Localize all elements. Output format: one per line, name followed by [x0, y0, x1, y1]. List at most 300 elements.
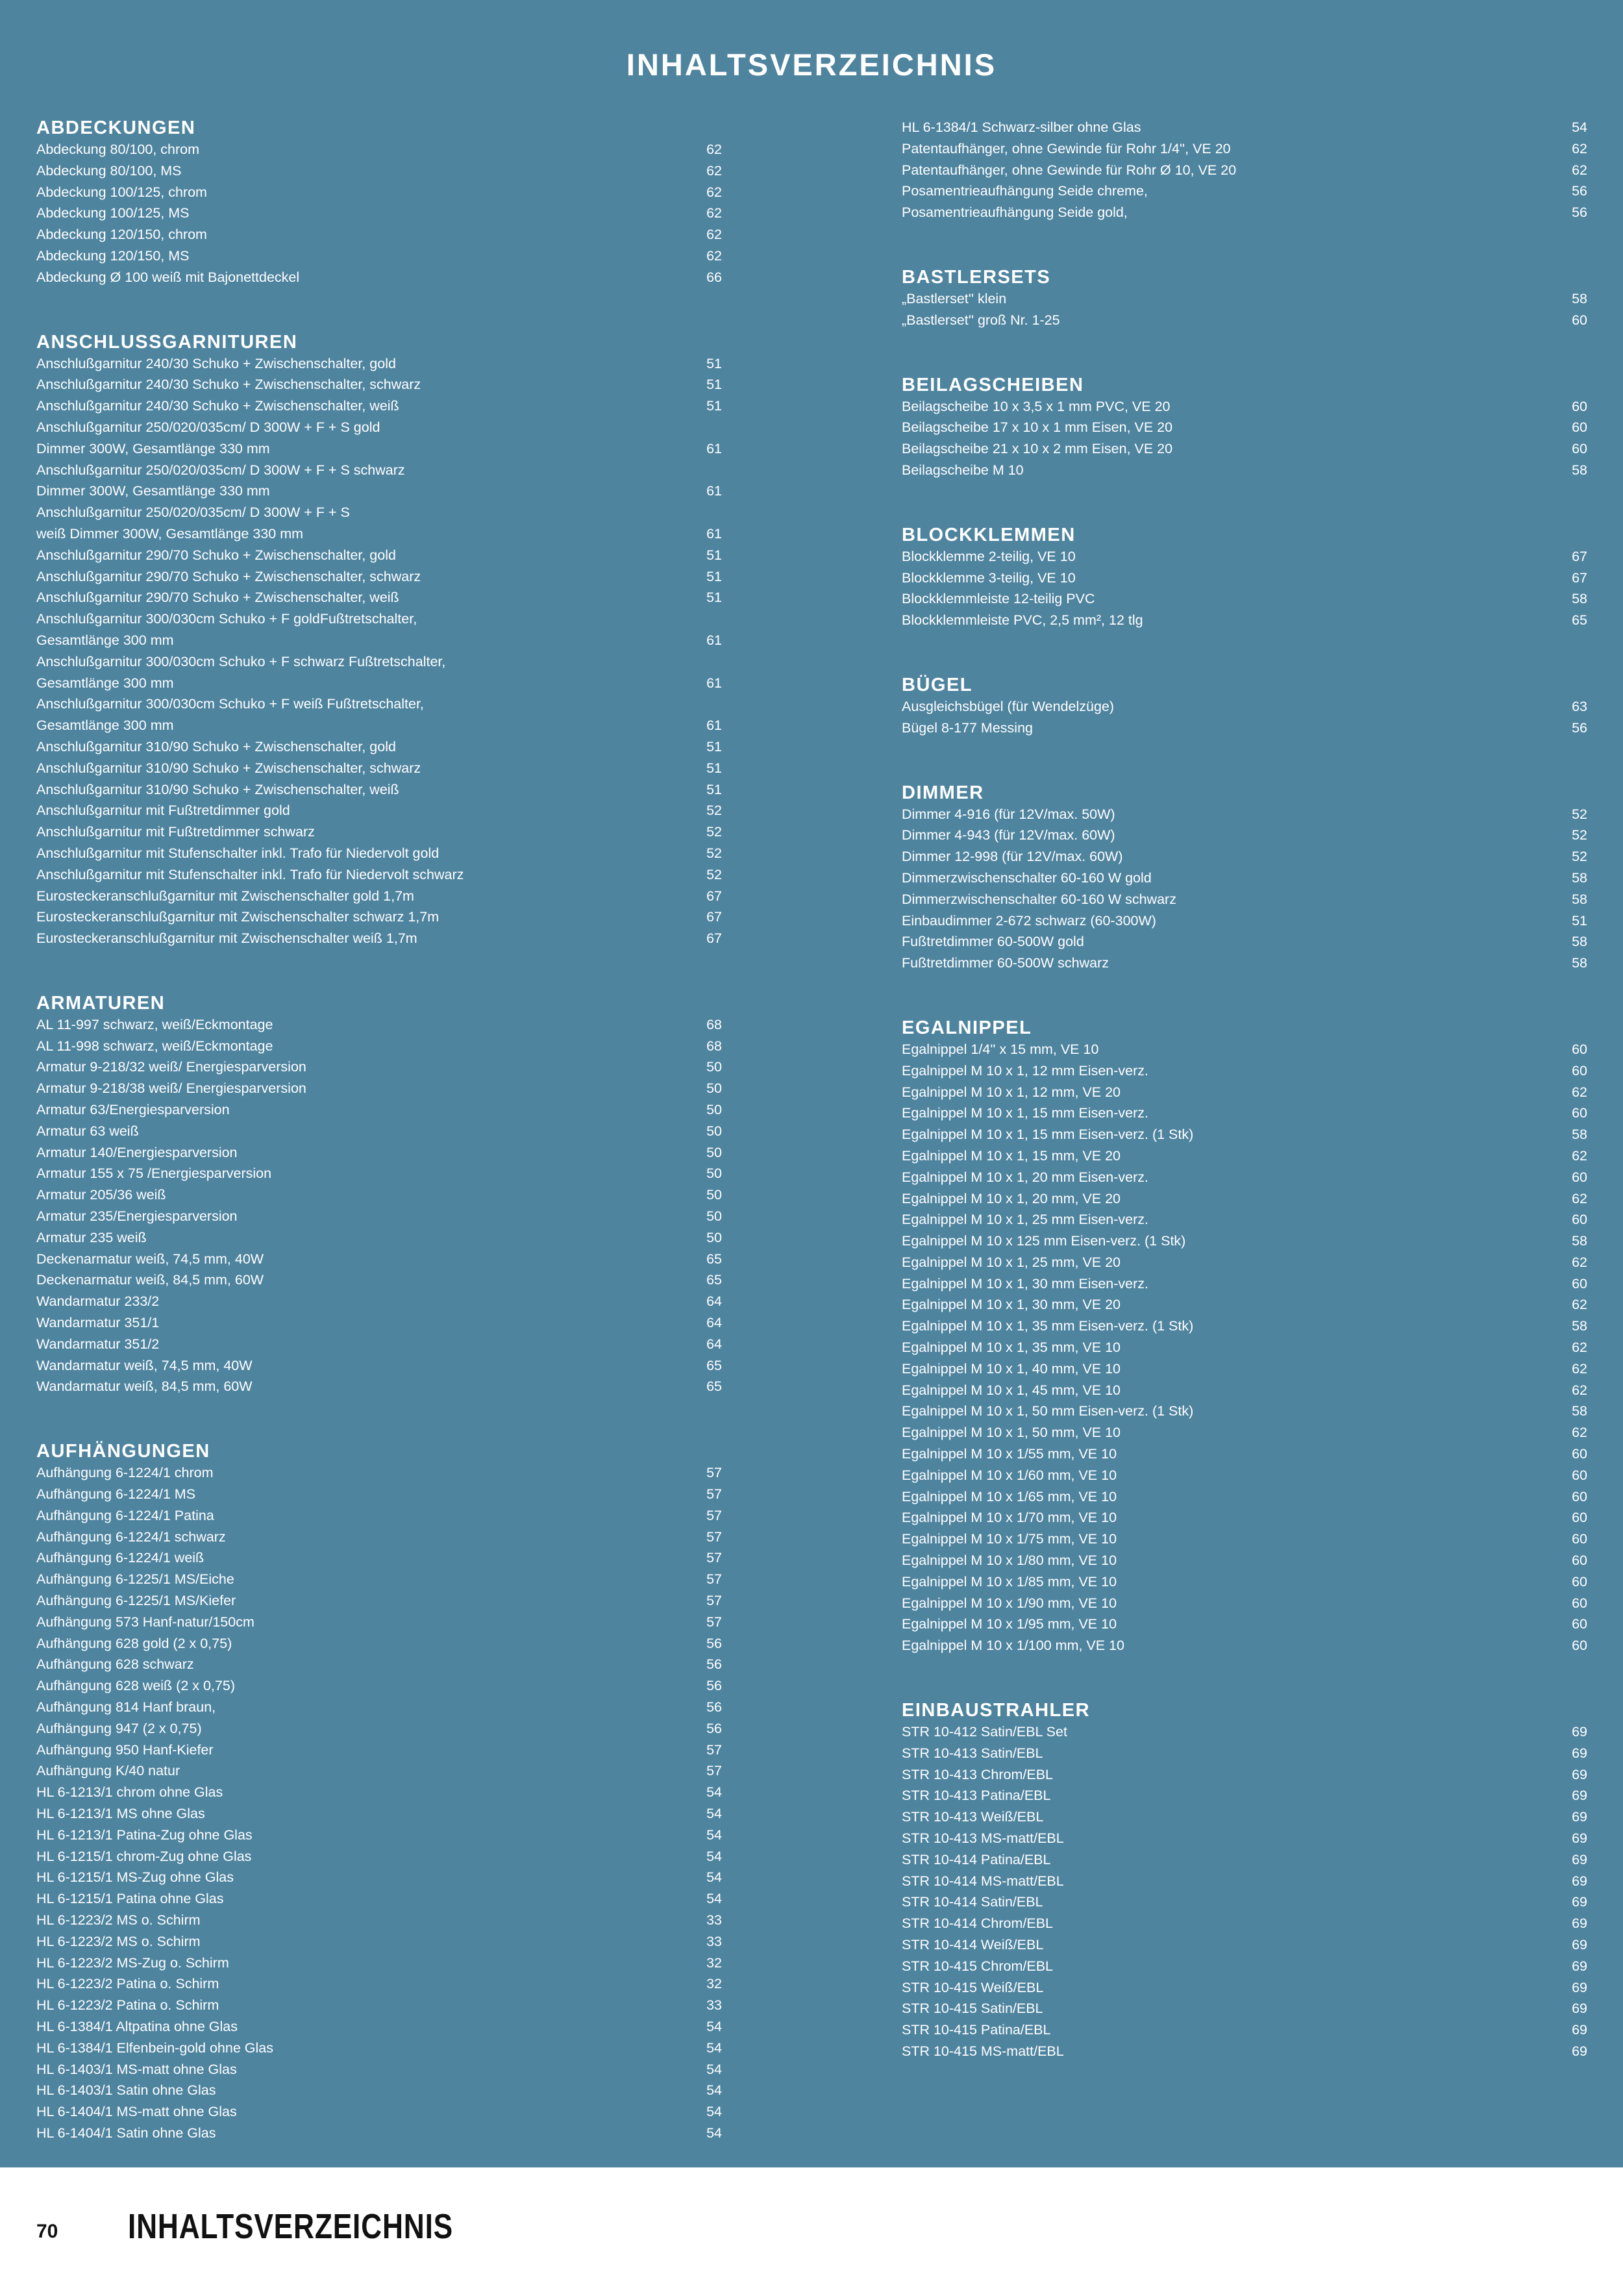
entry-title: Aufhängung 628 gold (2 x 0,75) — [36, 1635, 232, 1651]
entry-title: Egalnippel M 10 x 1, 15 mm Eisen-verz. (1 Stk) — [902, 1127, 1194, 1143]
entry-title: HL 6-1403/1 Satin ohne Glas — [36, 2082, 216, 2099]
index-section — [36, 117, 722, 288]
index-column-right — [902, 117, 1587, 2105]
entry-title: Egalnippel M 10 x 1, 35 mm, VE 10 — [902, 1340, 1121, 1356]
entry-title: Egalnippel M 10 x 1/70 mm, VE 10 — [902, 1510, 1117, 1526]
page-footer — [0, 2167, 1623, 2296]
entry-title: Egalnippel M 10 x 1, 15 mm, VE 20 — [902, 1147, 1121, 1164]
entry-title: Egalnippel M 10 x 1/95 mm, VE 10 — [902, 1616, 1117, 1632]
index-section — [36, 992, 722, 1397]
entry-title: STR 10-415 Chrom/EBL — [902, 1958, 1054, 1974]
entry-page: 51 — [706, 738, 722, 755]
entry-page: 62 — [1572, 1147, 1587, 1164]
index-entry — [902, 1871, 1587, 1892]
entry-page: 60 — [1572, 1062, 1587, 1079]
entry-page: 60 — [1572, 419, 1587, 436]
entry-title: HL 6-1223/2 MS o. Schirm — [36, 1933, 201, 1949]
entry-title: STR 10-413 Satin/EBL — [902, 1745, 1043, 1761]
index-entry — [36, 800, 722, 821]
entry-page: 62 — [706, 247, 722, 264]
index-entry — [36, 1142, 722, 1164]
entry-title: AL 11-998 schwarz, weiß/Eckmontage — [36, 1038, 273, 1054]
entry-page: 60 — [1572, 398, 1587, 414]
index-entry — [902, 1422, 1587, 1443]
entry-title: Anschlußgarnitur 310/90 Schuko + Zwischenschalter, gold — [36, 738, 396, 755]
index-entry — [36, 1697, 722, 1718]
entry-page: 52 — [706, 824, 722, 840]
entry-page: 52 — [1572, 806, 1587, 822]
index-entry — [36, 608, 722, 630]
index-entry — [902, 2041, 1587, 2062]
entry-page: 68 — [706, 1038, 722, 1054]
index-entry — [36, 1740, 722, 1761]
entry-page: 69 — [1572, 1873, 1587, 1889]
index-entry — [902, 1465, 1587, 1486]
entry-page: 56 — [706, 1656, 722, 1673]
entry-title: Aufhängung 6-1224/1 MS — [36, 1486, 196, 1503]
index-section — [902, 266, 1587, 331]
entry-page: 63 — [1572, 698, 1587, 714]
entry-page: 67 — [1572, 548, 1587, 564]
index-entry — [36, 502, 722, 523]
index-entry — [36, 1888, 722, 1910]
entry-title: Dimmer 300W, Gesamtlänge 330 mm — [36, 483, 270, 499]
entry-title: STR 10-413 Patina/EBL — [902, 1788, 1051, 1804]
index-entry — [902, 1828, 1587, 1849]
index-entry — [36, 566, 722, 588]
entry-title: Aufhängung 6-1224/1 chrom — [36, 1465, 214, 1481]
entry-page: 54 — [706, 1805, 722, 1821]
index-entry — [36, 779, 722, 801]
entry-page: 58 — [1572, 1233, 1587, 1249]
index-entry — [902, 568, 1587, 589]
entry-title: Dimmerzwischenschalter 60-160 W schwarz — [902, 891, 1176, 907]
entry-page: 58 — [1572, 1318, 1587, 1334]
entry-page: 56 — [706, 1699, 722, 1715]
index-entry — [36, 843, 722, 864]
index-entry — [36, 1121, 722, 1142]
entry-title: STR 10-414 Weiß/EBL — [902, 1937, 1044, 1953]
entry-title: Abdeckung 80/100, MS — [36, 162, 182, 179]
entry-title: HL 6-1213/1 MS ohne Glas — [36, 1805, 205, 1821]
entry-page: 57 — [706, 1550, 722, 1566]
index-entry — [36, 1867, 722, 1888]
entry-page: 62 — [706, 227, 722, 243]
entry-page: 60 — [1572, 1553, 1587, 1569]
entry-page: 57 — [706, 1593, 722, 1609]
entry-page: 50 — [706, 1208, 722, 1225]
index-entry — [902, 846, 1587, 867]
index-entry — [36, 160, 722, 182]
entry-page: 50 — [706, 1123, 722, 1139]
index-entry — [902, 588, 1587, 610]
entry-title: Deckenarmatur weiß, 74,5 mm, 40W — [36, 1251, 264, 1267]
entry-title: Abdeckung 100/125, chrom — [36, 184, 207, 200]
entry-title: Anschlußgarnitur 290/70 Schuko + Zwischenschalter, schwarz — [36, 568, 421, 584]
entry-page: 58 — [1572, 462, 1587, 478]
section-heading: ANSCHLUSSGARNITUREN — [36, 331, 298, 353]
section-heading: BEILAGSCHEIBEN — [902, 374, 1084, 395]
index-entry — [36, 139, 722, 160]
entry-title: STR 10-414 Chrom/EBL — [902, 1915, 1054, 1932]
index-entry — [36, 1654, 722, 1675]
index-entry — [902, 1145, 1587, 1167]
index-entry — [36, 1099, 722, 1121]
index-entry — [902, 1380, 1587, 1401]
index-entry — [36, 545, 722, 566]
index-entry — [36, 1803, 722, 1825]
index-section — [902, 1699, 1587, 2062]
entry-page: 61 — [706, 675, 722, 691]
entry-page: 51 — [706, 377, 722, 393]
entry-page: 60 — [1572, 1041, 1587, 1057]
entry-page: 64 — [706, 1315, 722, 1331]
entry-title: Armatur 235/Energiesparversion — [36, 1208, 238, 1225]
entry-title: HL 6-1215/1 chrom-Zug ohne Glas — [36, 1848, 252, 1864]
entry-page: 60 — [1572, 1105, 1587, 1121]
entry-page: 54 — [706, 2040, 722, 2056]
entry-page: 60 — [1572, 312, 1587, 328]
entry-page: 69 — [1572, 1745, 1587, 1761]
entry-title: Aufhängung 950 Hanf-Kiefer — [36, 1741, 214, 1758]
entry-page: 60 — [1572, 1169, 1587, 1185]
entry-title: Armatur 205/36 weiß — [36, 1187, 166, 1203]
index-entry — [36, 1675, 722, 1697]
index-entry — [902, 1550, 1587, 1571]
entry-page: 54 — [706, 2082, 722, 2099]
section-heading: DIMMER — [902, 782, 984, 803]
entry-title: STR 10-412 Satin/EBL Set — [902, 1724, 1067, 1740]
entry-title: HL 6-1223/2 Patina o. Schirm — [36, 1997, 219, 2014]
index-entry — [36, 2038, 722, 2059]
index-entry — [36, 1484, 722, 1505]
index-entry — [36, 1163, 722, 1184]
index-entry — [36, 1612, 722, 1633]
entry-page: 54 — [706, 1784, 722, 1801]
entry-title: Aufhängung 814 Hanf braun, — [36, 1699, 216, 1715]
entry-title: Eurosteckeranschlußgarnitur mit Zwischenschalter gold 1,7m — [36, 888, 414, 904]
index-entry — [902, 1316, 1587, 1337]
index-entry — [902, 931, 1587, 953]
index-entry — [902, 1721, 1587, 1743]
entry-page: 62 — [1572, 162, 1587, 178]
entry-page: 58 — [1572, 591, 1587, 607]
entry-page: 62 — [1572, 1297, 1587, 1313]
index-entry — [36, 1056, 722, 1078]
entry-title: Armatur 9-218/32 weiß/ Energiesparversion — [36, 1059, 306, 1075]
index-entry — [36, 1269, 722, 1291]
entry-title: Bügel 8-177 Messing — [902, 719, 1033, 736]
index-entry — [902, 1614, 1587, 1635]
index-entry — [902, 438, 1587, 460]
entry-title: HL 6-1404/1 MS-matt ohne Glas — [36, 2104, 237, 2120]
entry-page: 58 — [1572, 1403, 1587, 1419]
entry-page: 56 — [1572, 183, 1587, 199]
section-heading: ABDECKUNGEN — [36, 118, 196, 138]
index-entry — [36, 1078, 722, 1099]
index-entry — [36, 715, 722, 736]
entry-page: 54 — [706, 2061, 722, 2077]
entry-title: HL 6-1213/1 chrom ohne Glas — [36, 1784, 223, 1801]
entry-page: 32 — [706, 1954, 722, 1971]
entry-page: 51 — [706, 590, 722, 606]
entry-page: 64 — [706, 1293, 722, 1310]
entry-page: 62 — [1572, 1382, 1587, 1398]
index-entry — [36, 906, 722, 928]
entry-page: 57 — [706, 1763, 722, 1779]
entry-title: Anschlußgarnitur 300/030cm Schuko + F schwarz Fußtretschalter, — [36, 653, 446, 669]
entry-title: Egalnippel M 10 x 1, 30 mm Eisen-verz. — [902, 1275, 1148, 1292]
page-title: INHALTSVERZEICHNIS — [626, 47, 997, 82]
index-entry — [36, 2123, 722, 2144]
index-entry — [902, 202, 1587, 223]
entry-page: 60 — [1572, 1446, 1587, 1462]
entry-title: Egalnippel M 10 x 1/55 mm, VE 10 — [902, 1446, 1117, 1462]
index-entry — [902, 1167, 1587, 1188]
index-entry — [902, 546, 1587, 568]
entry-page: 57 — [706, 1741, 722, 1758]
entry-title: Wandarmatur 351/2 — [36, 1336, 160, 1352]
entry-title: Eurosteckeranschlußgarnitur mit Zwischenschalter weiß 1,7m — [36, 930, 417, 947]
index-entry — [36, 353, 722, 375]
entry-title: Abdeckung Ø 100 weiß mit Bajonettdeckel — [36, 269, 300, 285]
entry-page: 54 — [706, 1869, 722, 1886]
index-section — [902, 117, 1587, 223]
entry-title: Aufhängung 6-1224/1 weiß — [36, 1550, 204, 1566]
index-entry — [36, 2059, 722, 2080]
entry-title: Egalnippel M 10 x 125 mm Eisen-verz. (1 Stk) — [902, 1233, 1186, 1249]
entry-page: 69 — [1572, 1809, 1587, 1825]
entry-title: Aufhängung 6-1225/1 MS/Eiche — [36, 1571, 234, 1588]
entry-page: 52 — [706, 866, 722, 882]
index-entry — [36, 1547, 722, 1569]
entry-title: Deckenarmatur weiß, 84,5 mm, 60W — [36, 1272, 264, 1288]
entry-title: HL 6-1404/1 Satin ohne Glas — [36, 2125, 216, 2141]
index-entry — [902, 610, 1587, 631]
entry-title: Egalnippel M 10 x 1, 45 mm, VE 10 — [902, 1382, 1121, 1398]
index-entry — [902, 181, 1587, 202]
page-number: 70 — [36, 2221, 58, 2242]
entry-page: 57 — [706, 1529, 722, 1545]
entry-title: STR 10-415 Patina/EBL — [902, 2022, 1051, 2038]
index-entry — [36, 693, 722, 715]
entry-page: 50 — [706, 1059, 722, 1075]
index-entry — [36, 1973, 722, 1995]
entry-page: 51 — [706, 760, 722, 776]
index-entry — [902, 1230, 1587, 1252]
entry-title: Wandarmatur weiß, 84,5 mm, 60W — [36, 1379, 253, 1395]
index-entry — [36, 460, 722, 481]
entry-page: 51 — [706, 355, 722, 371]
entry-title: Wandarmatur 351/1 — [36, 1315, 160, 1331]
entry-page: 56 — [706, 1720, 722, 1736]
entry-page: 57 — [706, 1571, 722, 1588]
entry-title: Armatur 9-218/38 weiß/ Energiesparversion — [36, 1080, 306, 1097]
entry-title: Anschlußgarnitur 300/030cm Schuko + F goldFußtretschalter, — [36, 611, 417, 627]
entry-title: Egalnippel M 10 x 1, 12 mm, VE 20 — [902, 1084, 1121, 1100]
index-entry — [902, 1977, 1587, 1999]
index-entry — [902, 1486, 1587, 1508]
index-entry — [36, 1782, 722, 1803]
entry-title: Beilagscheibe 10 x 3,5 x 1 mm PVC, VE 20 — [902, 398, 1171, 414]
entry-title: Anschlußgarnitur 250/020/035cm/ D 300W + F + S — [36, 505, 350, 521]
entry-page: 51 — [1572, 912, 1587, 929]
entry-title: Egalnippel M 10 x 1/75 mm, VE 10 — [902, 1531, 1117, 1547]
entry-page: 57 — [706, 1507, 722, 1523]
entry-title: STR 10-414 Satin/EBL — [902, 1894, 1043, 1910]
section-heading: BASTLERSETS — [902, 266, 1051, 288]
entry-page: 54 — [706, 1827, 722, 1843]
entry-page: 60 — [1572, 1275, 1587, 1292]
index-entry — [902, 1934, 1587, 1956]
index-section — [902, 674, 1587, 739]
entry-page: 68 — [706, 1016, 722, 1032]
index-entry — [36, 630, 722, 651]
index-entry — [36, 1291, 722, 1312]
index-entry — [36, 1718, 722, 1740]
entry-title: Posamentrieaufhängung Seide chreme, — [902, 183, 1148, 199]
entry-page: 62 — [1572, 140, 1587, 156]
index-entry — [902, 1401, 1587, 1422]
entry-title: Egalnippel M 10 x 1, 15 mm Eisen-verz. — [902, 1105, 1148, 1121]
entry-title: Anschlußgarnitur mit Stufenschalter inkl. Trafo für Niedervolt gold — [36, 845, 440, 861]
index-entry — [36, 1846, 722, 1867]
index-entry — [36, 1633, 722, 1654]
index-entry — [902, 1507, 1587, 1529]
index-entry — [902, 1806, 1587, 1828]
entry-title: Anschlußgarnitur 310/90 Schuko + Zwischenschalter, schwarz — [36, 760, 421, 776]
entry-page: 58 — [1572, 934, 1587, 950]
entry-page: 62 — [1572, 1254, 1587, 1270]
entry-page: 54 — [706, 2104, 722, 2120]
index-entry — [36, 1910, 722, 1931]
index-entry — [36, 1953, 722, 1974]
index-entry — [36, 267, 722, 288]
entry-title: Gesamtlänge 300 mm — [36, 718, 174, 734]
entry-title: Anschlußgarnitur 300/030cm Schuko + F weiß Fußtretschalter, — [36, 696, 424, 712]
entry-page: 56 — [1572, 719, 1587, 736]
entry-title: Aufhängung 6-1224/1 Patina — [36, 1507, 214, 1523]
entry-page: 60 — [1572, 1510, 1587, 1526]
section-heading: ARMATUREN — [36, 992, 166, 1014]
entry-title: Posamentrieaufhängung Seide gold, — [902, 205, 1128, 221]
entry-page: 62 — [1572, 1360, 1587, 1377]
index-entry — [36, 821, 722, 843]
index-entry — [902, 117, 1587, 138]
section-heading: EINBAUSTRAHLER — [902, 1700, 1091, 1721]
index-entry — [36, 1206, 722, 1227]
entry-page: 67 — [1572, 569, 1587, 586]
index-entry — [36, 928, 722, 949]
index-entry — [902, 1956, 1587, 1977]
entry-page: 54 — [706, 1848, 722, 1864]
entry-title: Beilagscheibe 21 x 10 x 2 mm Eisen, VE 20 — [902, 441, 1173, 457]
entry-title: Anschlußgarnitur 250/020/035cm/ D 300W + F + S gold — [36, 419, 380, 435]
entry-title: Egalnippel 1/4'' x 15 mm, VE 10 — [902, 1041, 1099, 1057]
entry-page: 62 — [706, 205, 722, 221]
section-heading: AUFHÄNGUNGEN — [36, 1441, 210, 1462]
index-entry — [902, 1743, 1587, 1764]
index-entry — [36, 1527, 722, 1548]
entry-title: Gesamtlänge 300 mm — [36, 632, 174, 648]
entry-page: 65 — [706, 1379, 722, 1395]
index-entry — [36, 1334, 722, 1355]
index-entry — [902, 1124, 1587, 1145]
entry-title: Armatur 63 weiß — [36, 1123, 139, 1139]
entry-title: Armatur 140/Energiesparversion — [36, 1144, 238, 1160]
index-entry — [36, 1760, 722, 1782]
index-entry — [902, 696, 1587, 718]
entry-page: 51 — [706, 781, 722, 797]
entry-page: 69 — [1572, 2001, 1587, 2017]
entry-page: 60 — [1572, 1616, 1587, 1632]
index-entry — [902, 1209, 1587, 1230]
index-entry — [902, 138, 1587, 160]
entry-title: HL 6-1384/1 Altpatina ohne Glas — [36, 2018, 238, 2034]
entry-title: Anschlußgarnitur 250/020/035cm/ D 300W + F + S schwarz — [36, 462, 405, 478]
entry-title: „Bastlerset'' groß Nr. 1-25 — [902, 312, 1060, 328]
entry-title: Fußtretdimmer 60-500W gold — [902, 934, 1084, 950]
index-entry — [36, 1355, 722, 1377]
entry-page: 58 — [1572, 1127, 1587, 1143]
index-entry — [902, 396, 1587, 418]
entry-title: Armatur 235 weiß — [36, 1229, 147, 1245]
index-entry — [36, 2101, 722, 2123]
index-entry — [36, 1249, 722, 1270]
index-entry — [902, 1252, 1587, 1273]
entry-title: STR 10-413 Chrom/EBL — [902, 1766, 1054, 1782]
entry-title: Egalnippel M 10 x 1, 25 mm, VE 20 — [902, 1254, 1121, 1270]
entry-page: 56 — [706, 1678, 722, 1694]
index-entry — [902, 718, 1587, 739]
entry-page: 51 — [706, 547, 722, 563]
entry-page: 65 — [706, 1251, 722, 1267]
entry-title: Aufhängung 573 Hanf-natur/150cm — [36, 1614, 254, 1630]
entry-title: Abdeckung 120/150, MS — [36, 247, 190, 264]
entry-title: Egalnippel M 10 x 1, 50 mm Eisen-verz. (1 Stk) — [902, 1403, 1194, 1419]
entry-page: 69 — [1572, 1937, 1587, 1953]
entry-title: Dimmer 300W, Gesamtlänge 330 mm — [36, 440, 270, 456]
entry-title: STR 10-413 MS-matt/EBL — [902, 1830, 1064, 1847]
entry-page: 69 — [1572, 1766, 1587, 1782]
section-heading: BÜGEL — [902, 674, 973, 695]
entry-page: 60 — [1572, 1595, 1587, 1611]
index-entry — [36, 480, 722, 502]
index-entry — [902, 1294, 1587, 1316]
index-entry — [902, 2019, 1587, 2041]
index-entry — [902, 417, 1587, 438]
index-section — [36, 331, 722, 949]
entry-page: 50 — [706, 1187, 722, 1203]
entry-page: 32 — [706, 1976, 722, 1992]
index-entry — [36, 1995, 722, 2016]
index-section — [36, 1440, 722, 2144]
entry-page: 58 — [1572, 290, 1587, 306]
entry-title: Egalnippel M 10 x 1, 25 mm Eisen-verz. — [902, 1212, 1148, 1228]
index-entry — [902, 1593, 1587, 1614]
entry-title: Patentaufhänger, ohne Gewinde für Rohr Ø 10, VE 20 — [902, 162, 1237, 178]
entry-title: Gesamtlänge 300 mm — [36, 675, 174, 691]
entry-title: Egalnippel M 10 x 1, 30 mm, VE 20 — [902, 1297, 1121, 1313]
entry-page: 56 — [706, 1635, 722, 1651]
index-entry — [902, 1039, 1587, 1060]
index-entry — [902, 1849, 1587, 1871]
entry-page: 62 — [706, 184, 722, 200]
index-entry — [36, 374, 722, 395]
entry-title: Anschlußgarnitur 290/70 Schuko + Zwischenschalter, weiß — [36, 590, 399, 606]
index-entry — [36, 203, 722, 224]
index-entry — [36, 1376, 722, 1397]
